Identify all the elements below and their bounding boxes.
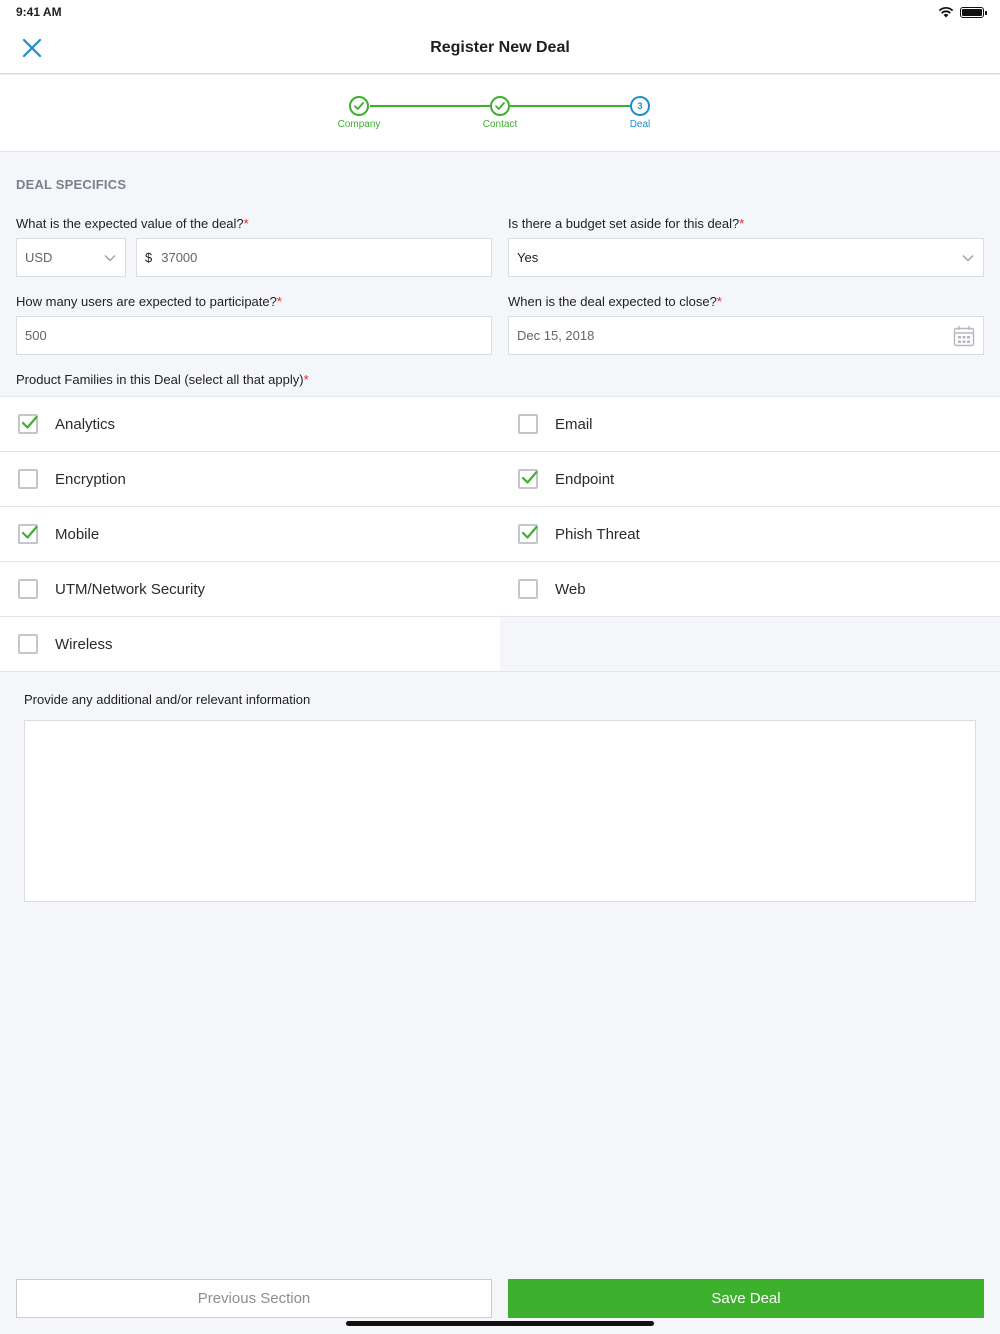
required-marker: * xyxy=(243,216,249,231)
deal-amount-value: 37000 xyxy=(161,250,198,265)
status-bar xyxy=(0,0,1000,26)
product-families-list xyxy=(0,396,1000,670)
page-title: Register New Deal xyxy=(430,39,570,56)
users-value: 500 xyxy=(25,328,47,343)
close-date-label-text: When is the deal expected to close? xyxy=(508,294,717,309)
currency-select[interactable] xyxy=(16,238,126,277)
product-families-label-text: Product Families in this Deal (select all that apply) xyxy=(16,372,304,387)
status-time: 9:41 AM xyxy=(16,5,62,19)
budget-label xyxy=(508,216,744,231)
step-label: Contact xyxy=(482,119,518,130)
product-wireless[interactable] xyxy=(0,617,500,671)
product-label: Phish Threat xyxy=(555,525,640,543)
checkmark-icon xyxy=(20,413,40,433)
product-label: Email xyxy=(555,415,593,433)
checkbox[interactable] xyxy=(518,469,538,489)
home-indicator xyxy=(346,1321,654,1326)
checkbox[interactable] xyxy=(18,634,38,654)
product-row xyxy=(0,452,1000,507)
currency-symbol: $ xyxy=(145,250,153,265)
progress-stepper xyxy=(0,75,1000,152)
required-marker: * xyxy=(303,372,309,387)
required-marker: * xyxy=(739,216,745,231)
checkmark-icon xyxy=(520,468,540,488)
product-label: Web xyxy=(555,580,586,598)
save-deal-button[interactable]: Save Deal xyxy=(508,1279,984,1318)
checkbox[interactable] xyxy=(18,579,38,599)
product-utm-network-security[interactable] xyxy=(0,562,500,616)
step-deal xyxy=(600,96,680,130)
checkbox[interactable] xyxy=(18,469,38,489)
wifi-icon xyxy=(938,6,954,18)
product-label: Wireless xyxy=(55,635,113,653)
product-row xyxy=(0,507,1000,562)
checkbox[interactable] xyxy=(518,524,538,544)
checkbox[interactable] xyxy=(518,579,538,599)
checkbox[interactable] xyxy=(518,414,538,434)
budget-label-text: Is there a budget set aside for this deal? xyxy=(508,216,740,231)
empty-cell xyxy=(500,617,1000,671)
battery-icon xyxy=(960,7,984,18)
step-label: Company xyxy=(337,119,381,130)
budget-value: Yes xyxy=(517,250,539,265)
product-label: Mobile xyxy=(55,525,100,543)
product-label: Analytics xyxy=(55,415,116,433)
additional-info-label: Provide any additional and/or relevant information xyxy=(24,692,311,707)
product-analytics[interactable] xyxy=(0,397,500,451)
step-complete-icon xyxy=(490,96,510,116)
product-encryption[interactable] xyxy=(0,452,500,506)
chevron-down-icon xyxy=(961,251,975,265)
step-contact xyxy=(460,96,540,130)
close-date-value: Dec 15, 2018 xyxy=(517,328,595,343)
navigation-bar xyxy=(0,26,1000,74)
checkbox[interactable] xyxy=(18,524,38,544)
close-date-label xyxy=(508,294,722,309)
checkmark-icon xyxy=(20,523,40,543)
product-row xyxy=(0,562,1000,617)
checkbox[interactable] xyxy=(18,414,38,434)
product-families-label xyxy=(16,372,309,387)
product-row xyxy=(0,617,1000,672)
step-company xyxy=(319,96,399,130)
users-label-text: How many users are expected to participate? xyxy=(16,294,277,309)
step-complete-icon xyxy=(349,96,369,116)
currency-value: USD xyxy=(25,250,53,265)
product-row xyxy=(0,397,1000,452)
close-date-input[interactable] xyxy=(508,316,984,355)
users-input[interactable] xyxy=(16,316,492,355)
required-marker: * xyxy=(276,294,282,309)
product-label: Endpoint xyxy=(555,470,615,488)
step-number: 3 xyxy=(630,96,650,116)
deal-value-label xyxy=(16,216,249,231)
deal-value-label-text: What is the expected value of the deal? xyxy=(16,216,244,231)
step-label: Deal xyxy=(629,119,651,130)
product-endpoint[interactable] xyxy=(500,452,1000,506)
previous-section-button[interactable]: Previous Section xyxy=(16,1279,492,1318)
product-label: UTM/Network Security xyxy=(55,580,206,598)
checkmark-icon xyxy=(520,523,540,543)
product-label: Encryption xyxy=(55,470,126,488)
product-phish-threat[interactable] xyxy=(500,507,1000,561)
additional-info-textarea[interactable] xyxy=(24,720,976,902)
users-label xyxy=(16,294,282,309)
budget-select[interactable] xyxy=(508,238,984,277)
product-email[interactable] xyxy=(500,397,1000,451)
calendar-icon[interactable] xyxy=(953,325,975,347)
product-web[interactable] xyxy=(500,562,1000,616)
section-title: DEAL SPECIFICS xyxy=(16,177,127,192)
product-mobile[interactable] xyxy=(0,507,500,561)
required-marker: * xyxy=(716,294,722,309)
status-icons xyxy=(938,6,984,18)
chevron-down-icon xyxy=(103,251,117,265)
deal-amount-input[interactable] xyxy=(136,238,492,277)
